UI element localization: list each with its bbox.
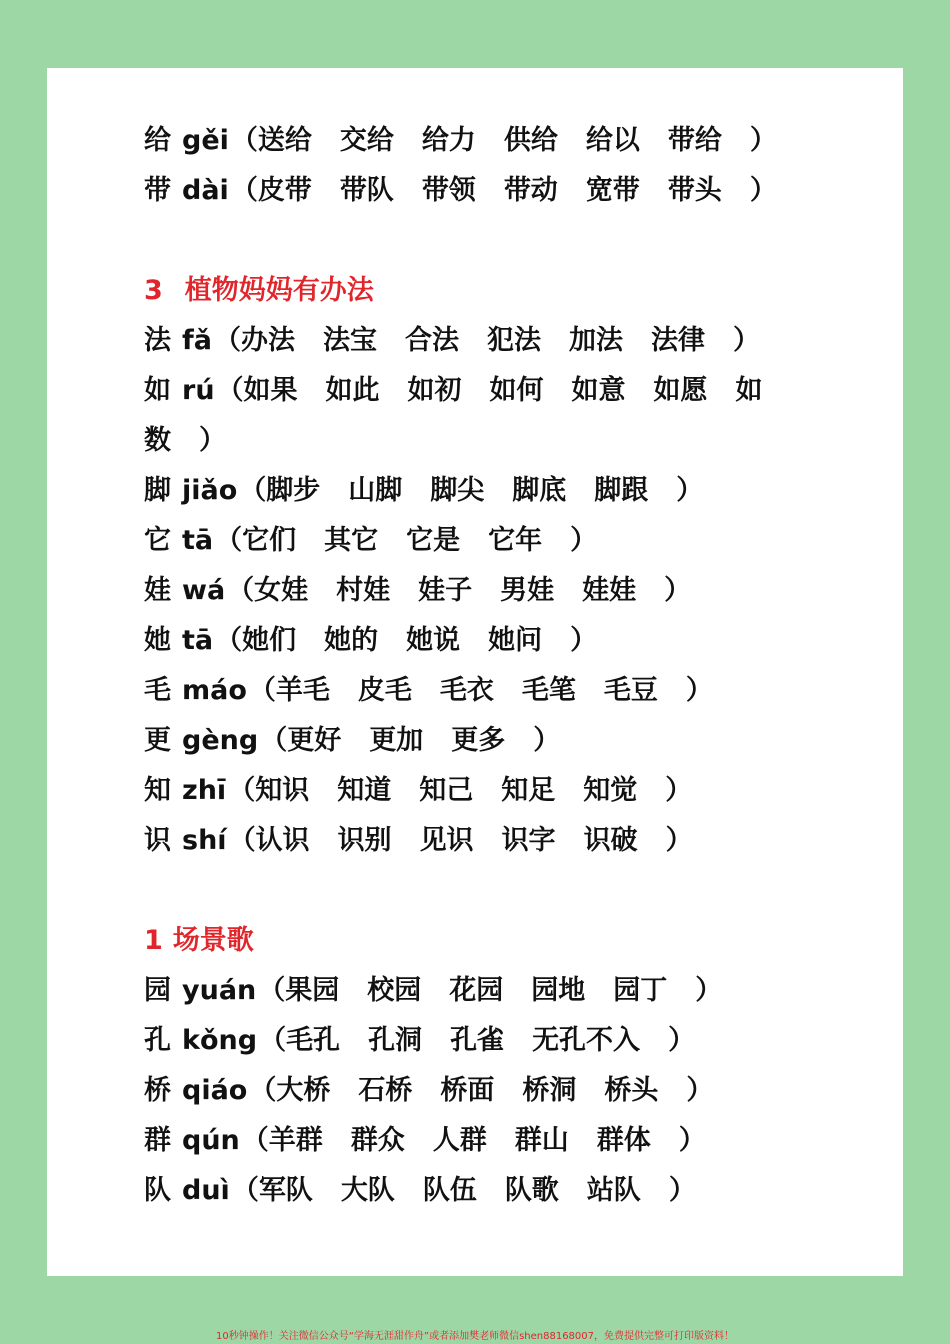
vocab-entry [144,1016,844,1066]
entry-character: 毛 [144,675,171,706]
entry-word: 如 [735,375,763,406]
close-paren: ） [664,575,692,606]
entry-pinyin: fǎ [182,325,212,356]
section-entries [144,316,844,866]
entry-word: 交给 [339,125,394,156]
entry-word: 如何 [489,375,544,406]
open-paren: （ [258,975,286,1006]
open-paren: （ [213,325,241,356]
close-paren: ） [685,675,713,706]
entry-word: 如愿 [653,375,708,406]
entry-word: 送给 [257,125,312,156]
entry-character: 知 [144,775,171,806]
entry-pinyin: duì [182,1175,230,1206]
entry-word: 毛笔 [521,675,576,706]
vocab-entry [144,566,844,616]
entry-word: 知识 [255,775,310,806]
close-paren: ） [695,975,723,1006]
open-paren: （ [239,475,267,506]
section-heading [144,266,844,316]
entry-character: 孔 [144,1025,171,1056]
entry-word: 桥面 [440,1075,495,1106]
vocab-entry [144,466,844,516]
open-paren: （ [260,725,288,756]
section-title: 场景歌 [172,925,254,956]
entry-pinyin: tā [182,525,214,556]
entry-word: 羊毛 [275,675,330,706]
entry-pinyin: máo [182,675,247,706]
entry-word: 宽带 [585,175,640,206]
entry-word: 其它 [324,525,379,556]
close-paren: ） [570,625,598,656]
entry-word: 她的 [324,625,379,656]
vocab-entry [144,816,844,866]
entry-word: 如初 [407,375,462,406]
entry-pinyin: yuán [182,975,257,1006]
worksheet-page [47,68,903,1276]
entry-word: 法律 [650,325,705,356]
entry-pinyin: jiǎo [182,475,238,506]
entry-word: 女娃 [254,575,309,606]
entry-pinyin: zhī [182,775,227,806]
vocab-entry [144,966,844,1016]
vocab-entry [144,666,844,716]
close-paren: ） [668,1175,696,1206]
entry-word: 如果 [243,375,298,406]
entry-word: 孔雀 [450,1025,505,1056]
entry-word: 识别 [337,825,392,856]
vocab-entry [144,1166,844,1216]
entry-word: 毛孔 [286,1025,341,1056]
entry-word: 如意 [571,375,626,406]
close-paren: ） [676,475,704,506]
open-paren: （ [228,775,256,806]
open-paren: （ [241,1125,269,1156]
entry-word: 办法 [240,325,295,356]
entry-word: 脚尖 [430,475,485,506]
entry-word: 法宝 [322,325,377,356]
entry-word: 脚跟 [594,475,649,506]
section-title: 植物妈妈有办法 [184,275,374,306]
spacer [144,866,844,916]
open-paren: （ [259,1025,287,1056]
vocab-entry [144,616,844,666]
entry-character: 队 [144,1175,171,1206]
entry-word: 园地 [531,975,586,1006]
entry-word: 站队 [586,1175,641,1206]
entry-word: 她说 [406,625,461,656]
entry-word: 更好 [287,725,342,756]
footer-note: 10秒钟操作！关注微信公众号“学海无涯甜作舟”或者添加樊老师微信shen88168007，免费提供完整可打印版资料！ [215,1331,735,1342]
entry-word: 带给 [667,125,722,156]
entry-word: 带队 [339,175,394,206]
entry-character: 群 [144,1125,171,1156]
vocab-entry [144,1116,844,1166]
section-entries [144,966,844,1216]
close-paren: ） [665,775,693,806]
entry-pinyin: kǒng [182,1025,258,1056]
entry-character: 带 [144,175,171,206]
entry-word: 无孔不入 [532,1025,641,1056]
entry-word: 更加 [369,725,424,756]
entry-word: 识破 [583,825,638,856]
vocab-entry [144,416,844,466]
entry-word: 脚底 [512,475,567,506]
entry-character: 脚 [144,475,171,506]
entry-word: 它们 [242,525,297,556]
entry-word: 石桥 [358,1075,413,1106]
entry-word: 她问 [488,625,543,656]
entry-word: 队伍 [422,1175,477,1206]
entry-word: 带头 [667,175,722,206]
section-number: 3 [144,275,163,306]
close-paren: ） [749,125,777,156]
open-paren: （ [231,1175,259,1206]
entry-pinyin: qiáo [182,1075,248,1106]
entry-character: 她 [144,625,171,656]
entry-word: 大队 [340,1175,395,1206]
entry-character: 给 [144,125,171,156]
entry-word: 脚步 [266,475,321,506]
close-paren: ） [533,725,561,756]
entry-word: 果园 [285,975,340,1006]
entry-pinyin: wá [182,575,226,606]
entry-character: 园 [144,975,171,1006]
entry-pinyin: shí [182,825,227,856]
entry-character: 法 [144,325,171,356]
entries-top [144,116,844,216]
close-paren: ） [570,525,598,556]
open-paren: （ [216,375,244,406]
entry-word: 数 [144,425,171,456]
vocab-entry [144,366,844,416]
entry-character: 娃 [144,575,171,606]
entry-word: 群体 [596,1125,651,1156]
open-paren: （ [228,825,256,856]
entry-word: 她们 [242,625,297,656]
close-paren: ） [686,1075,714,1106]
entry-word: 皮带 [257,175,312,206]
open-paren: （ [249,1075,277,1106]
close-paren: ） [665,825,693,856]
vocab-entry [144,316,844,366]
entry-word: 皮毛 [357,675,412,706]
entry-word: 孔洞 [368,1025,423,1056]
section-heading [144,916,844,966]
entry-word: 见识 [419,825,474,856]
entry-word: 更多 [451,725,506,756]
entry-word: 给以 [585,125,640,156]
entry-word: 校园 [367,975,422,1006]
entry-pinyin: qún [182,1125,240,1156]
entry-word: 桥洞 [522,1075,577,1106]
entry-word: 群众 [350,1125,405,1156]
vocab-entry [144,716,844,766]
entry-pinyin: gěi [182,125,229,156]
entry-word: 村娃 [336,575,391,606]
entry-word: 知己 [419,775,474,806]
entry-word: 毛豆 [603,675,658,706]
open-paren: （ [227,575,255,606]
vocab-entry [144,516,844,566]
close-paren: ） [678,1125,706,1156]
entry-word: 人群 [432,1125,487,1156]
entry-word: 山脚 [348,475,403,506]
entry-word: 它年 [488,525,543,556]
entry-word: 带领 [421,175,476,206]
entry-word: 园丁 [613,975,668,1006]
close-paren: ） [668,1025,696,1056]
entry-word: 如此 [325,375,380,406]
content [144,116,844,1216]
entry-pinyin: gèng [182,725,259,756]
entry-character: 桥 [144,1075,171,1106]
entry-pinyin: rú [182,375,215,406]
open-paren: （ [230,125,258,156]
open-paren: （ [215,525,243,556]
entry-word: 知觉 [583,775,638,806]
entry-word: 带动 [503,175,558,206]
entry-word: 桥头 [604,1075,659,1106]
entry-word: 合法 [404,325,459,356]
entry-word: 加法 [568,325,623,356]
entry-word: 娃子 [418,575,473,606]
vocab-entry [144,116,844,166]
close-paren: ） [732,325,760,356]
entry-word: 男娃 [500,575,555,606]
entry-word: 犯法 [486,325,541,356]
entry-word: 供给 [503,125,558,156]
entry-word: 给力 [421,125,476,156]
entry-word: 知道 [337,775,392,806]
entry-character: 如 [144,375,171,406]
entry-word: 毛衣 [439,675,494,706]
entry-word: 队歌 [504,1175,559,1206]
entry-character: 识 [144,825,171,856]
entry-word: 花园 [449,975,504,1006]
spacer [144,216,844,266]
entry-word: 识字 [501,825,556,856]
open-paren: （ [215,625,243,656]
section-number: 1 [144,925,163,956]
entry-character: 它 [144,525,171,556]
entry-word: 娃娃 [582,575,637,606]
entry-pinyin: dài [182,175,229,206]
open-paren: （ [230,175,258,206]
entry-word: 群山 [514,1125,569,1156]
entry-character: 更 [144,725,171,756]
entry-pinyin: tā [182,625,214,656]
close-paren: ） [199,425,226,456]
entry-word: 军队 [258,1175,313,1206]
entry-word: 羊群 [268,1125,323,1156]
entry-word: 认识 [255,825,310,856]
close-paren: ） [749,175,777,206]
vocab-entry [144,166,844,216]
vocab-entry [144,1066,844,1116]
entry-word: 大桥 [276,1075,331,1106]
entry-word: 知足 [501,775,556,806]
open-paren: （ [248,675,276,706]
entry-word: 它是 [406,525,461,556]
vocab-entry [144,766,844,816]
